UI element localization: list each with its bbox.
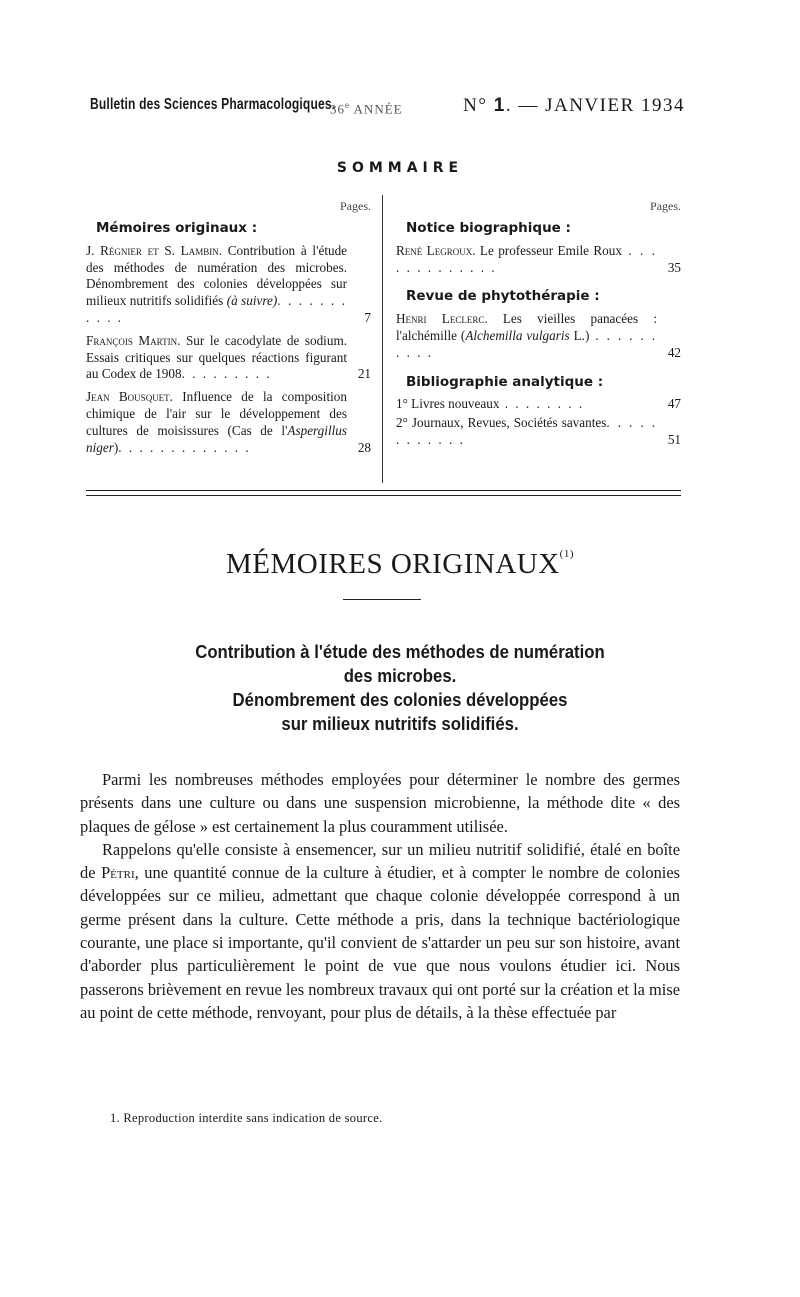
- paragraph: [80, 838, 680, 1024]
- toc-leader: . . . . . . . . . . . .: [396, 415, 657, 447]
- pages-label: Pages.: [650, 199, 681, 213]
- toc-leader: . . . . . . . .: [499, 396, 585, 412]
- toc-leader: . . . . . . . . . . . . .: [118, 439, 251, 455]
- toc-entry: [86, 243, 371, 327]
- double-rule-divider: [86, 490, 681, 496]
- toc-author: J. Régnier et S. Lambin.: [86, 242, 223, 258]
- toc-leader: . . . . . . . . .: [181, 366, 272, 382]
- article-title-line: des microbes.: [343, 666, 457, 686]
- toc-text: Contribution à l'étude des méthodes de numération des microbes. Dénombrement des colonies développées sur milieux nutritifs solidifiés: [86, 242, 348, 309]
- year-label: [330, 100, 403, 117]
- toc-leader: . . . . . . . . . . .: [86, 293, 348, 325]
- footnote: 1. Reproduction interdite sans indication de source.: [110, 1111, 383, 1125]
- paragraph-text: , une quantité connue de la culture à étudier, et à compter le nombre de colonies développées sur ce milieu, admettant que chaque colonie développée correspond à un germe présent dans la culture. Cette méthode a pris, dans la technique bactériologique courante, une place si importante, qu'il convient de s'attarder un peu sur son histoire, avant d'aborder plus particulièrement le point de vue que nous voulons étudier ici. Nous passerons brièvement en revue les nombreux travaux qui ont porté sur la création et la mise au point de cette méthode, renvoyant, pour plus de détails, à la thèse effectuée par: [80, 863, 680, 1022]
- paragraph: Parmi les nombreuses méthodes employées pour déterminer le nombre des germes présents dans une culture ou dans une suspension microbienne, la méthode dite « des plaques de gélose » est certainement la plus couramment utilisée.: [80, 770, 680, 836]
- section-heading-text: MÉMOIRES ORIGINAUX: [226, 548, 560, 580]
- toc-entry: [396, 243, 681, 277]
- toc-text: Influence de la composition chimique de l'air sur le développement des cultures de moisissures (Cas de l': [86, 389, 347, 438]
- heading-rule: [343, 599, 421, 600]
- toc-italic: Alchemilla vulgaris: [465, 327, 570, 343]
- issue-prefix: N°: [463, 95, 488, 116]
- toc-entry: [396, 396, 681, 413]
- section-notice: Notice biographique :: [406, 220, 571, 236]
- article-title-line: sur milieux nutritifs solidifiés.: [281, 714, 519, 734]
- section-memoires: Mémoires originaux :: [96, 220, 258, 236]
- issue-info: [463, 95, 685, 117]
- heading-footnote-ref: (1): [559, 548, 574, 560]
- toc-page: 51: [667, 431, 681, 447]
- issue-number: 1: [493, 95, 506, 116]
- person-name: Pétri: [101, 863, 135, 883]
- toc-leader: . . . . . . . . . . . . .: [396, 242, 657, 275]
- article-title: [0, 640, 800, 736]
- article-title-line: Dénombrement des colonies développées: [232, 690, 568, 710]
- year-word: ANNÉE: [353, 101, 403, 117]
- paragraph-text: Rappelons qu'elle consiste à ensemencer, sur un milieu nutritif solidifié, étalé en boîte de: [80, 839, 680, 883]
- toc-text: Sur le cacodylate de sodium. Essais critiques sur quelques réactions figurant au Codex de 1908: [86, 332, 347, 382]
- column-separator: [382, 195, 383, 483]
- toc-author: François Martin.: [86, 332, 181, 348]
- sommaire-left-column: [86, 198, 371, 462]
- year-superscript: e: [345, 100, 350, 110]
- toc-page: 7: [364, 309, 371, 325]
- pages-label: Pages.: [340, 199, 371, 213]
- toc-entry: [396, 415, 681, 449]
- section-bibliographie: Bibliographie analytique :: [406, 373, 604, 390]
- toc-entry: [396, 311, 681, 361]
- toc-entry: [86, 389, 371, 456]
- toc-text: Le professeur Emile Roux: [479, 242, 622, 258]
- journal-title: Bulletin des Sciences Pharmacologiques.: [90, 96, 336, 113]
- toc-page: 35: [667, 259, 681, 275]
- sommaire-right-column: [396, 198, 681, 455]
- toc-text: 2° Journaux, Revues, Sociétés savantes: [396, 415, 607, 431]
- toc-page: 28: [357, 439, 371, 455]
- toc-tail: ): [113, 439, 119, 455]
- toc-tail: L.): [569, 327, 590, 343]
- article-body: [80, 768, 680, 1024]
- toc-page: 47: [667, 396, 681, 412]
- toc-author: René Legroux.: [396, 242, 476, 258]
- article-title-line: Contribution à l'étude des méthodes de numération: [195, 642, 605, 662]
- toc-note: (à suivre): [226, 293, 278, 309]
- toc-author: Jean Bousquet.: [86, 389, 173, 405]
- toc-text: Les vieilles panacées : l'alchémille (: [396, 311, 657, 343]
- toc-italic: Aspergillus niger: [86, 422, 347, 455]
- section-heading: [0, 548, 800, 581]
- issue-date: . — JANVIER 1934: [505, 95, 685, 116]
- section-phytotherapie: Revue de phytothérapie :: [406, 288, 600, 305]
- toc-entry: [86, 333, 371, 383]
- toc-page: 42: [667, 344, 681, 360]
- sommaire-title: SOMMAIRE: [336, 160, 464, 176]
- toc-author: Henri Leclerc.: [396, 311, 488, 327]
- toc-page: 21: [357, 366, 371, 382]
- toc-text: 1° Livres nouveaux: [396, 396, 500, 412]
- year-number: 36: [330, 101, 345, 117]
- toc-leader: . . . . . . . . . .: [396, 327, 657, 360]
